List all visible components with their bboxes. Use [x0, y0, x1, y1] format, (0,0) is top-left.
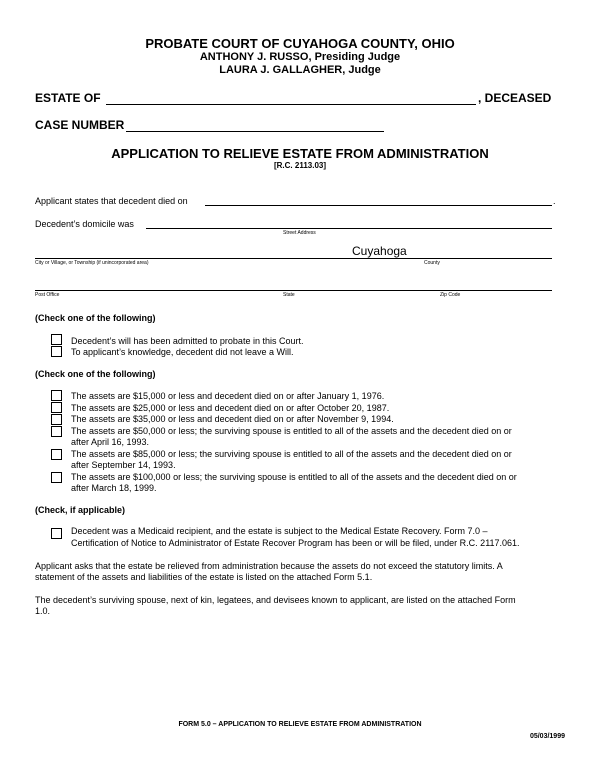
relief-paragraph-line1: Applicant asks that the estate be relieved from administration because the assets do not exceed the statutory limits. A	[35, 561, 503, 571]
assets-100000-label: The assets are $100,000 or less; the surviving spouse is entitled to all of the assets and the decedent died on or	[71, 472, 517, 482]
deceased-label: , DECEASED	[478, 91, 552, 105]
county-caption: County	[424, 260, 440, 266]
estate-label: ESTATE OF	[35, 91, 101, 105]
domicile-label: Decedent’s domicile was	[35, 219, 134, 229]
case-number-field[interactable]	[126, 131, 384, 132]
assets-35000-label: The assets are $35,000 or less and decedent died on or after November 9, 1994.	[71, 414, 394, 424]
form-title: APPLICATION TO RELIEVE ESTATE FROM ADMINISTRATION	[111, 146, 489, 161]
street-address-caption: Street Address	[283, 230, 316, 236]
post-office-caption: Post Office	[35, 292, 60, 298]
assets-50000-label-cont: after April 16, 1993.	[71, 437, 150, 447]
assets-25000-checkbox[interactable]	[51, 402, 62, 413]
statute-reference: [R.C. 2113.03]	[273, 161, 327, 170]
footer-form-name: FORM 5.0 – APPLICATION TO RELIEVE ESTATE FROM ADMINISTRATION	[178, 721, 422, 728]
case-number-label: CASE NUMBER	[35, 118, 125, 132]
medicaid-label: Decedent was a Medicaid recipient, and the estate is subject to the Medical Estate Recovery. Form 7.0 –	[71, 526, 488, 536]
medicaid-label-cont: Certification of Notice to Administrator of Estate Recover Program has been or will be filed, under R.C. 2117.061.	[71, 538, 520, 548]
assets-15000-checkbox[interactable]	[51, 390, 62, 401]
footer-date: 05/03/1999	[529, 733, 565, 740]
assets-85000-label-cont: after September 14, 1993.	[71, 460, 176, 470]
section1-heading: (Check one of the following)	[35, 313, 156, 323]
will-admitted-checkbox[interactable]	[51, 334, 62, 345]
zip-caption: Zip Code	[440, 292, 461, 298]
medicaid-checkbox[interactable]	[51, 528, 62, 539]
relief-paragraph-line2: statement of the assets and liabilities of the estate is listed on the attached Form 5.1.	[35, 572, 373, 582]
section2-heading: (Check one of the following)	[35, 369, 156, 379]
survivors-paragraph-line1: The decedent’s surviving spouse, next of kin, legatees, and devisees known to applicant, are listed on the attached Form	[35, 595, 516, 605]
street-address-field[interactable]	[146, 228, 552, 229]
court-name: PROBATE COURT OF CUYAHOGA COUNTY, OHIO	[145, 36, 455, 51]
judge: LAURA J. GALLAGHER, Judge	[219, 64, 381, 76]
city-county-field[interactable]	[35, 258, 552, 259]
assets-25000-label: The assets are $25,000 or less and decedent died on or after October 20, 1987.	[71, 403, 390, 413]
city-caption: City or Village, or Township (if unincorporated area)	[35, 260, 149, 266]
assets-85000-label: The assets are $85,000 or less; the surviving spouse is entitled to all of the assets and the decedent died on or	[71, 449, 512, 459]
assets-85000-checkbox[interactable]	[51, 449, 62, 460]
assets-50000-label: The assets are $50,000 or less; the surviving spouse is entitled to all of the assets and the decedent died on or	[71, 426, 512, 436]
county-value: Cuyahoga	[352, 244, 407, 258]
will-admitted-label: Decedent’s will has been admitted to probate in this Court.	[71, 336, 304, 346]
assets-100000-checkbox[interactable]	[51, 472, 62, 483]
assets-50000-checkbox[interactable]	[51, 426, 62, 437]
assets-15000-label: The assets are $15,000 or less and decedent died on or after January 1, 1976.	[71, 391, 385, 401]
assets-35000-checkbox[interactable]	[51, 414, 62, 425]
survivors-paragraph-line2: 1.0.	[35, 606, 51, 616]
post-office-state-zip-field[interactable]	[35, 290, 552, 291]
presiding-judge: ANTHONY J. RUSSO, Presiding Judge	[199, 51, 401, 63]
died-on-period: .	[553, 196, 556, 206]
no-will-checkbox[interactable]	[51, 346, 62, 357]
death-date-field[interactable]	[205, 205, 552, 206]
section3-heading: (Check, if applicable)	[35, 505, 126, 515]
state-caption: State	[283, 292, 295, 298]
assets-100000-label-cont: after March 18, 1999.	[71, 483, 157, 493]
died-on-label: Applicant states that decedent died on	[35, 196, 188, 206]
no-will-label: To applicant’s knowledge, decedent did not leave a Will.	[71, 347, 294, 357]
estate-name-field[interactable]	[106, 104, 476, 105]
